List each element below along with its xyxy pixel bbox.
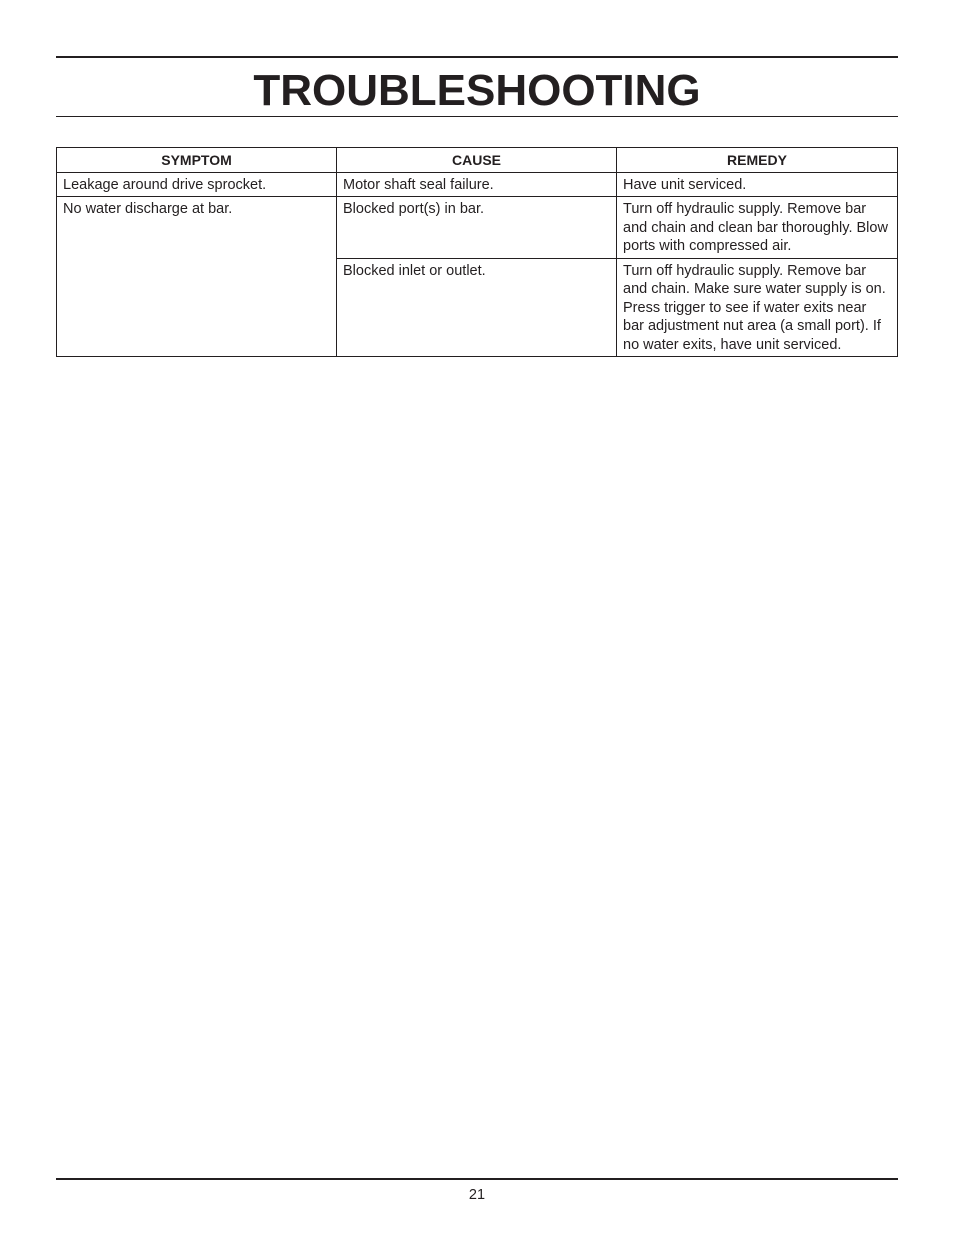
symptom-cell: Leakage around drive sprocket. — [57, 172, 337, 197]
page-title: TROUBLESHOOTING — [253, 66, 701, 115]
bottom-rule — [56, 1178, 898, 1180]
remedy-cell: Have unit serviced. — [617, 172, 898, 197]
symptom-cell: No water discharge at bar. — [57, 197, 337, 357]
cause-cell: Blocked port(s) in bar. — [337, 197, 617, 259]
cause-cell: Blocked inlet or outlet. — [337, 258, 617, 357]
header-remedy: REMEDY — [617, 148, 898, 173]
table-header-row — [57, 148, 898, 173]
table-row — [57, 172, 898, 197]
title-underline-rule — [56, 116, 898, 117]
page-number: 21 — [468, 1187, 486, 1203]
header-symptom: SYMPTOM — [57, 148, 337, 173]
cause-cell: Motor shaft seal failure. — [337, 172, 617, 197]
top-rule — [56, 56, 898, 58]
remedy-cell: Turn off hydraulic supply. Remove bar and chain and clean bar thoroughly. Blow ports with compressed air. — [617, 197, 898, 259]
table-row — [57, 197, 898, 259]
troubleshooting-table — [56, 147, 898, 357]
remedy-cell: Turn off hydraulic supply. Remove bar and chain. Make sure water supply is on. Press trigger to see if water exits near bar adjustment nut area (a small port). If no water exits, have unit serviced. — [617, 258, 898, 357]
header-cause: CAUSE — [337, 148, 617, 173]
